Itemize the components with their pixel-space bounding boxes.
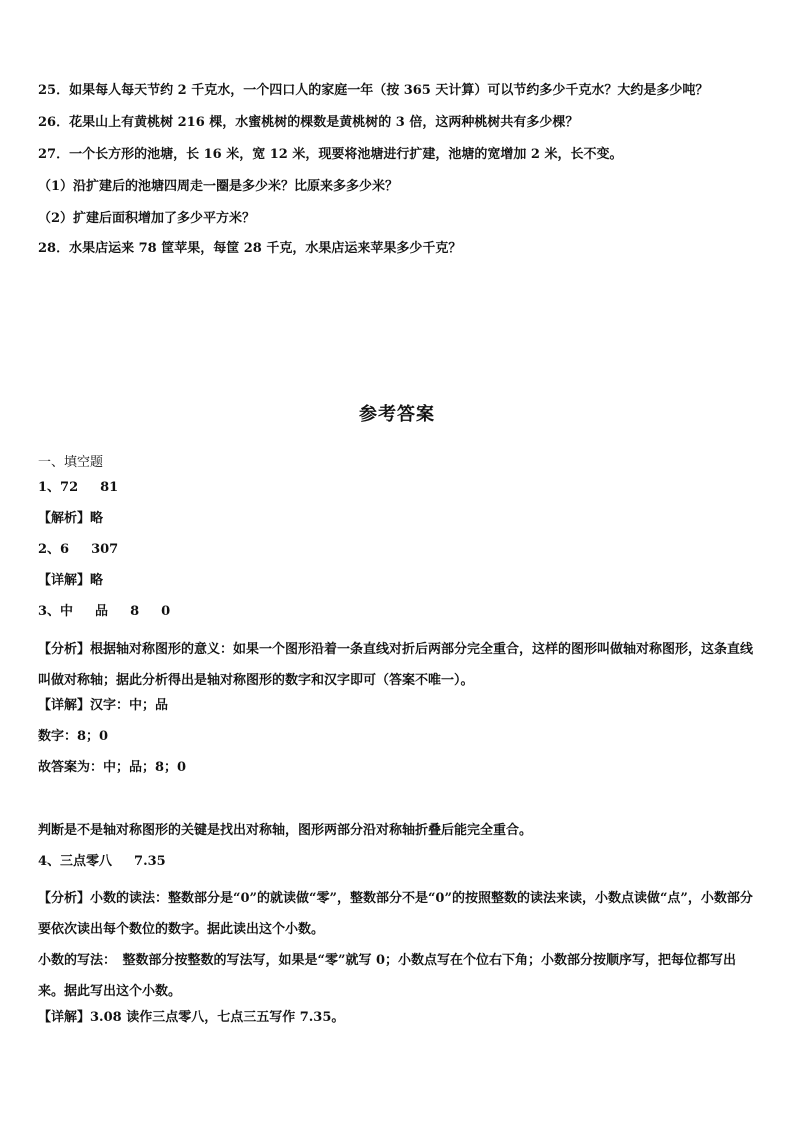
answer-4-analysis: 【分析】小数的读法：整数部分是“0”的就读做“零”，整数部分不是“0”的按照整数的读法来读，小数点读做“点”，小数部分要依次读出每个数位的数字。据此读出这个小数。 <box>38 891 753 937</box>
answer-2-first: 2、6 <box>38 542 70 557</box>
answer-4-writing: 小数的写法： 整数部分按整数的写法写，如果是“零”就写 0；小数点写在个位右下角；小数部分按顺序写，把每位都写出来。据此写出这个小数。 <box>38 953 737 999</box>
answer-3-analysis: 【分析】根据轴对称图形的意义：如果一个图形沿着一条直线对折后两部分完全重合，这样的图形叫做轴对称图形，这条直线叫做对称轴；据此分析得出是轴对称图形的数字和汉字即可（答案不唯一）。 <box>38 642 754 688</box>
answer-3-final: 故答案为：中；品；8；0 <box>38 760 187 775</box>
answer-1-first: 1、72 <box>38 480 79 495</box>
answer-4 <box>38 853 758 871</box>
answer-2-second: 307 <box>91 542 119 557</box>
answer-3 <box>38 603 758 621</box>
answer-3-second: 品 <box>95 604 109 619</box>
question-27: 27．一个长方形的池塘，长 16 米，宽 12 米，现要将池塘进行扩建，池塘的宽增加 2 米，长不变。 <box>38 147 623 162</box>
answer-3-third: 8 <box>130 604 140 619</box>
answers-title: 参考答案 <box>359 404 435 425</box>
question-27-part-1: （1）沿扩建后的池塘四周走一圈是多少米？比原来多多少米？ <box>38 179 399 194</box>
question-26: 26．花果山上有黄桃树 216 棵，水蜜桃树的棵数是黄桃树的 3 倍，这两种桃树共有多少棵？ <box>38 115 579 130</box>
answer-4-detail: 【详解】3.08 读作三点零八，七点三五写作 7.35。 <box>38 1010 345 1025</box>
answer-4-first: 4、三点零八 <box>38 854 113 869</box>
answer-3-digits: 数字：8；0 <box>38 729 109 744</box>
answer-3-key-point: 判断是不是轴对称图形的关键是找出对称轴，图形两部分沿对称轴折叠后能完全重合。 <box>38 823 533 838</box>
question-25: 25．如果每人每天节约 2 千克水，一个四口人的家庭一年（按 365 天计算）可以节约多少千克水？大约是多少吨？ <box>38 83 709 98</box>
answer-1 <box>38 479 758 497</box>
section-heading: 一、填空题 <box>38 455 104 470</box>
question-28: 28．水果店运来 78 筐苹果，每筐 28 千克，水果店运来苹果多少千克？ <box>38 241 462 256</box>
question-27-part-2: （2）扩建后面积增加了多少平方米？ <box>38 211 256 226</box>
answer-4-second: 7.35 <box>134 854 166 869</box>
answer-1-note: 【解析】略 <box>38 511 104 526</box>
answer-3-first: 3、中 <box>38 604 74 619</box>
answer-3-fourth: 0 <box>161 604 171 619</box>
answer-1-second: 81 <box>100 480 119 495</box>
answer-3-detail: 【详解】汉字：中；品 <box>38 698 169 713</box>
answer-2-note: 【详解】略 <box>38 573 104 588</box>
answer-2 <box>38 541 758 559</box>
